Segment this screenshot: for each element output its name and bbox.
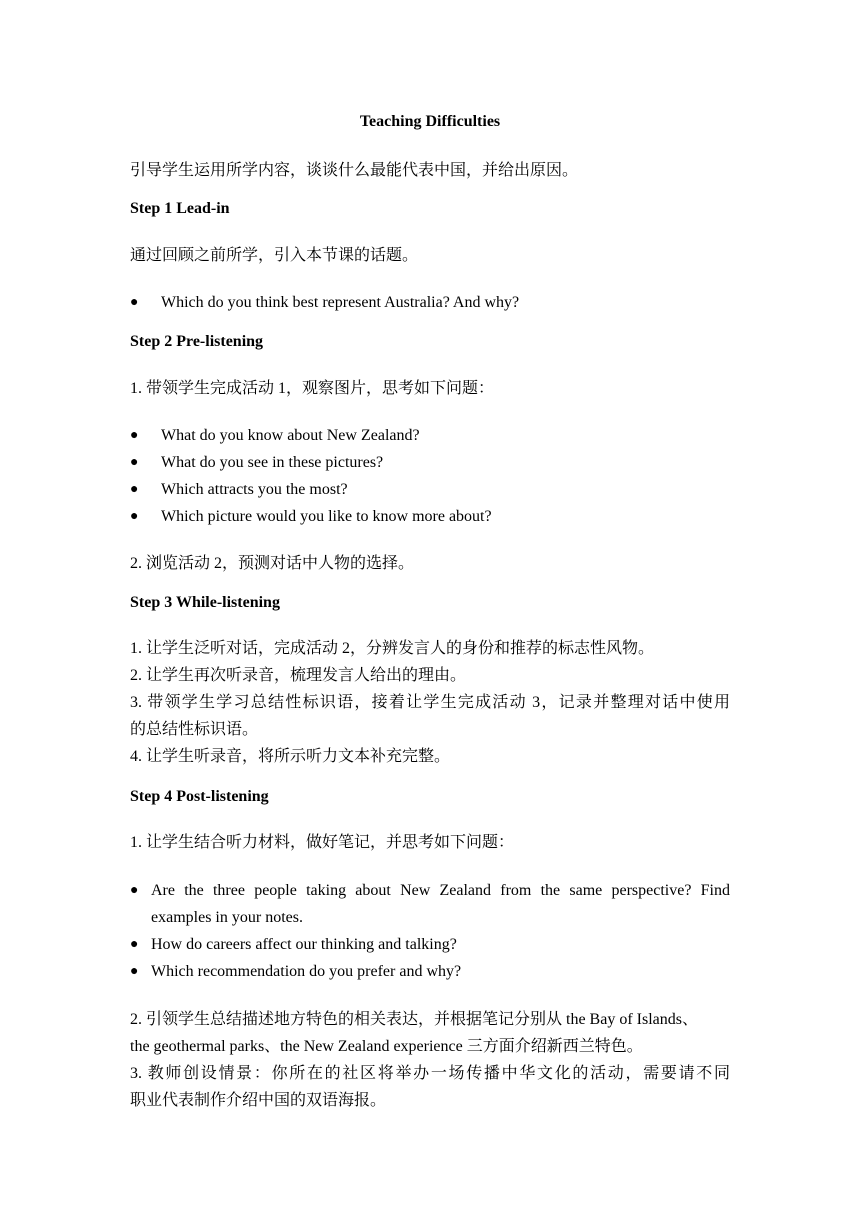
step2-item1: 1. 带领学生完成活动 1，观察图片，思考如下问题： [130, 380, 495, 397]
step2-bullet: Which attracts you the most? [161, 481, 348, 498]
step1-text: 通过回顾之前所学，引入本节课的话题。 [130, 247, 419, 264]
bullet-icon: ● [130, 482, 139, 497]
step1-bullet: Which do you think best represent Australia? And why? [161, 294, 520, 311]
step2-heading: Step 2 Pre-listening [130, 333, 264, 350]
step2-item2: 2. 浏览活动 2，预测对话中人物的选择。 [130, 555, 415, 572]
document-title: Teaching Difficulties [359, 113, 501, 130]
bullet-icon: ● [130, 937, 139, 952]
bullet-icon: ● [130, 455, 139, 470]
step4-bullet: Are the three people taking about New Zealand from the same perspective? Find [151, 882, 730, 899]
step3-line: 4. 让学生听录音，将所示听力文本补充完整。 [130, 748, 451, 765]
bullet-icon: ● [130, 509, 139, 524]
step3-line: 1. 让学生泛听对话，完成活动 2，分辨发言人的身份和推荐的标志性风物。 [130, 640, 655, 657]
step3-line: 3. 带领学生学习总结性标识语，接着让学生完成活动 3，记录并整理对话中使用 [130, 694, 730, 711]
step4-bullet-continuation: examples in your notes. [151, 909, 303, 926]
step4-heading: Step 4 Post-listening [130, 788, 269, 805]
step2-bullet: Which picture would you like to know more about? [161, 508, 492, 525]
step2-bullet: What do you see in these pictures? [161, 454, 384, 471]
step4-line: 2. 引领学生总结描述地方特色的相关表达，并根据笔记分别从 the Bay of Islands、 [130, 1011, 698, 1028]
step4-bullet: Which recommendation do you prefer and why? [151, 963, 462, 980]
step4-item1: 1. 让学生结合听力材料，做好笔记，并思考如下问题： [130, 834, 515, 851]
step3-heading: Step 3 While-listening [130, 594, 280, 611]
step4-bullet: How do careers affect our thinking and talking? [151, 936, 457, 953]
step3-line: 2. 让学生再次听录音，梳理发言人给出的理由。 [130, 667, 467, 684]
step4-line: 职业代表制作介绍中国的双语海报。 [130, 1092, 387, 1109]
bullet-icon: ● [130, 295, 139, 310]
step2-bullet: What do you know about New Zealand? [161, 427, 420, 444]
bullet-icon: ● [130, 883, 139, 898]
intro-text: 引导学生运用所学内容，谈谈什么最能代表中国，并给出原因。 [130, 162, 579, 179]
step3-line: 的总结性标识语。 [130, 721, 259, 738]
step1-heading: Step 1 Lead-in [130, 200, 230, 217]
step4-line: 3. 教师创设情景：你所在的社区将举办一场传播中华文化的活动，需要请不同 [130, 1065, 730, 1082]
step4-line: the geothermal parks、the New Zealand experience 三方面介绍新西兰特色。 [130, 1038, 643, 1055]
bullet-icon: ● [130, 964, 139, 979]
bullet-icon: ● [130, 428, 139, 443]
